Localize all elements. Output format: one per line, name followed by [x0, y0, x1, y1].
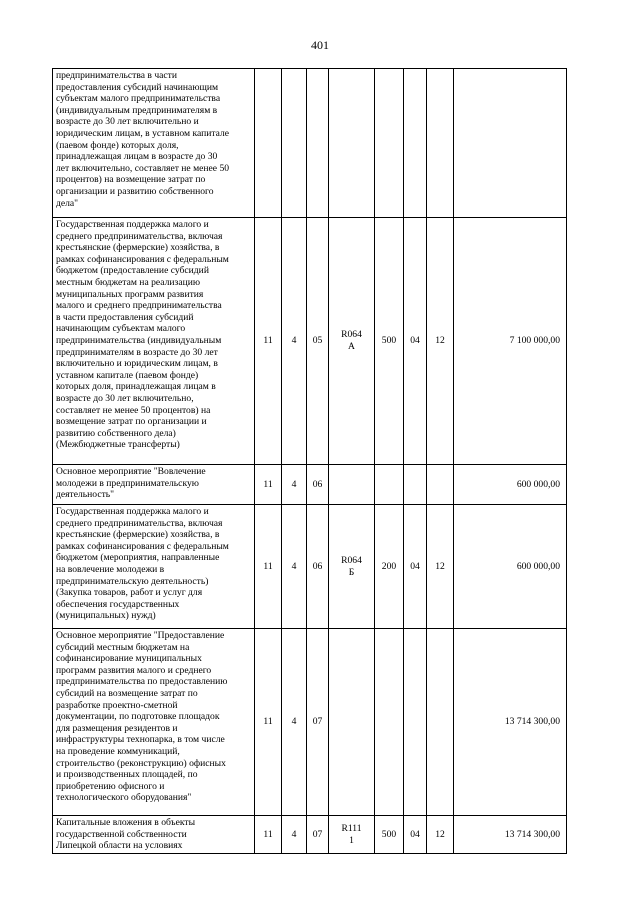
row-program	[255, 69, 282, 218]
row-subprogram: 4	[282, 218, 307, 465]
table-row	[53, 816, 567, 854]
row-direction	[329, 69, 375, 218]
table-row	[53, 505, 567, 629]
row-program: 11	[255, 465, 282, 505]
row-name: предпринимательства в части предоставления субсидий начинающим субъектам малого предпринимательства (индивидуальным предпринимателям в возрасте до 30 лет включительно и юридическим лицам, в уставном капитале (паевом фонде) которых доля, принадлежащая лицам в возрасте до 30 лет включительно, составляет не менее 50 процентов) на возмещение затрат по организации и развитию собственного дела"	[53, 69, 255, 218]
table-row	[53, 465, 567, 505]
row-program: 11	[255, 629, 282, 816]
row-amount: 7 100 000,00	[454, 218, 567, 465]
row-subsection: 12	[427, 218, 454, 465]
row-program: 11	[255, 218, 282, 465]
row-amount: 13 714 300,00	[454, 629, 567, 816]
row-subprogram: 4	[282, 465, 307, 505]
page-number: 401	[311, 38, 329, 52]
row-subsection: 12	[427, 816, 454, 854]
row-direction: R064 А	[329, 218, 375, 465]
row-amount: 600 000,00	[454, 465, 567, 505]
row-section	[404, 69, 427, 218]
row-expense-type: 500	[375, 816, 404, 854]
row-name: Основное мероприятие "Вовлечение молодежи в предпринимательскую деятельность"	[53, 465, 255, 505]
row-subprogram	[282, 69, 307, 218]
row-program: 11	[255, 505, 282, 629]
row-expense-type	[375, 465, 404, 505]
row-subsection: 12	[427, 505, 454, 629]
row-subsection	[427, 629, 454, 816]
row-name: Государственная поддержка малого и среднего предпринимательства, включая крестьянские (фермерские) хозяйства, в рамках софинансирования с федеральным бюджетом (мероприятия, направленные на вовлечение молодежи в предпринимательскую деятельность) (Закупка товаров, работ и услуг для обеспечения государственных (муниципальных) нужд)	[53, 505, 255, 629]
row-expense-type	[375, 629, 404, 816]
row-amount	[454, 69, 567, 218]
row-event	[307, 69, 329, 218]
row-expense-type	[375, 69, 404, 218]
row-direction	[329, 465, 375, 505]
row-subsection	[427, 465, 454, 505]
row-name: Основное мероприятие "Предоставление субсидий местным бюджетам на софинансирование муниципальных программ развития малого и среднего предпринимательства по предоставлению субсидий на возмещение затрат по разработке проектно-сметной документации, по подготовке площадок для размещения резидентов и инфраструктуры технопарка, в том числе на проведение коммуникаций, строительство (реконструкцию) офисных и производственных площадей, по приобретению офисного и технологического оборудования"	[53, 629, 255, 816]
row-direction	[329, 629, 375, 816]
row-direction: R064 Б	[329, 505, 375, 629]
row-event: 07	[307, 629, 329, 816]
table-row	[53, 218, 567, 465]
row-amount: 600 000,00	[454, 505, 567, 629]
row-name: Капитальные вложения в объекты государственной собственности Липецкой области на условиях	[53, 816, 255, 854]
budget-table	[52, 68, 567, 854]
row-event: 05	[307, 218, 329, 465]
row-expense-type: 200	[375, 505, 404, 629]
row-event: 06	[307, 505, 329, 629]
row-section: 04	[404, 505, 427, 629]
table-row	[53, 629, 567, 816]
row-amount: 13 714 300,00	[454, 816, 567, 854]
row-subprogram: 4	[282, 505, 307, 629]
row-section	[404, 629, 427, 816]
table-row	[53, 69, 567, 218]
row-expense-type: 500	[375, 218, 404, 465]
row-name: Государственная поддержка малого и среднего предпринимательства, включая крестьянские (фермерские) хозяйства, в рамках софинансирования с федеральным бюджетом (предоставление субсидий местным бюджетам на реализацию муниципальных программ развития малого и среднего предпринимательства в части предоставления субсидий начинающим субъектам малого предпринимательства (индивидуальным предпринимателям в возрасте до 30 лет включительно и юридическим лицам, в уставном капитале (паевом фонде) которых доля, принадлежащая лицам в возрасте до 30 лет включительно, составляет не менее 50 процентов) на возмещение затрат по организации и развитию собственного дела) (Межбюджетные трансферты)	[53, 218, 255, 465]
row-direction: R111 1	[329, 816, 375, 854]
row-event: 07	[307, 816, 329, 854]
row-event: 06	[307, 465, 329, 505]
row-subprogram: 4	[282, 816, 307, 854]
row-subprogram: 4	[282, 629, 307, 816]
row-subsection	[427, 69, 454, 218]
row-section	[404, 465, 427, 505]
row-section: 04	[404, 218, 427, 465]
row-program: 11	[255, 816, 282, 854]
row-section: 04	[404, 816, 427, 854]
